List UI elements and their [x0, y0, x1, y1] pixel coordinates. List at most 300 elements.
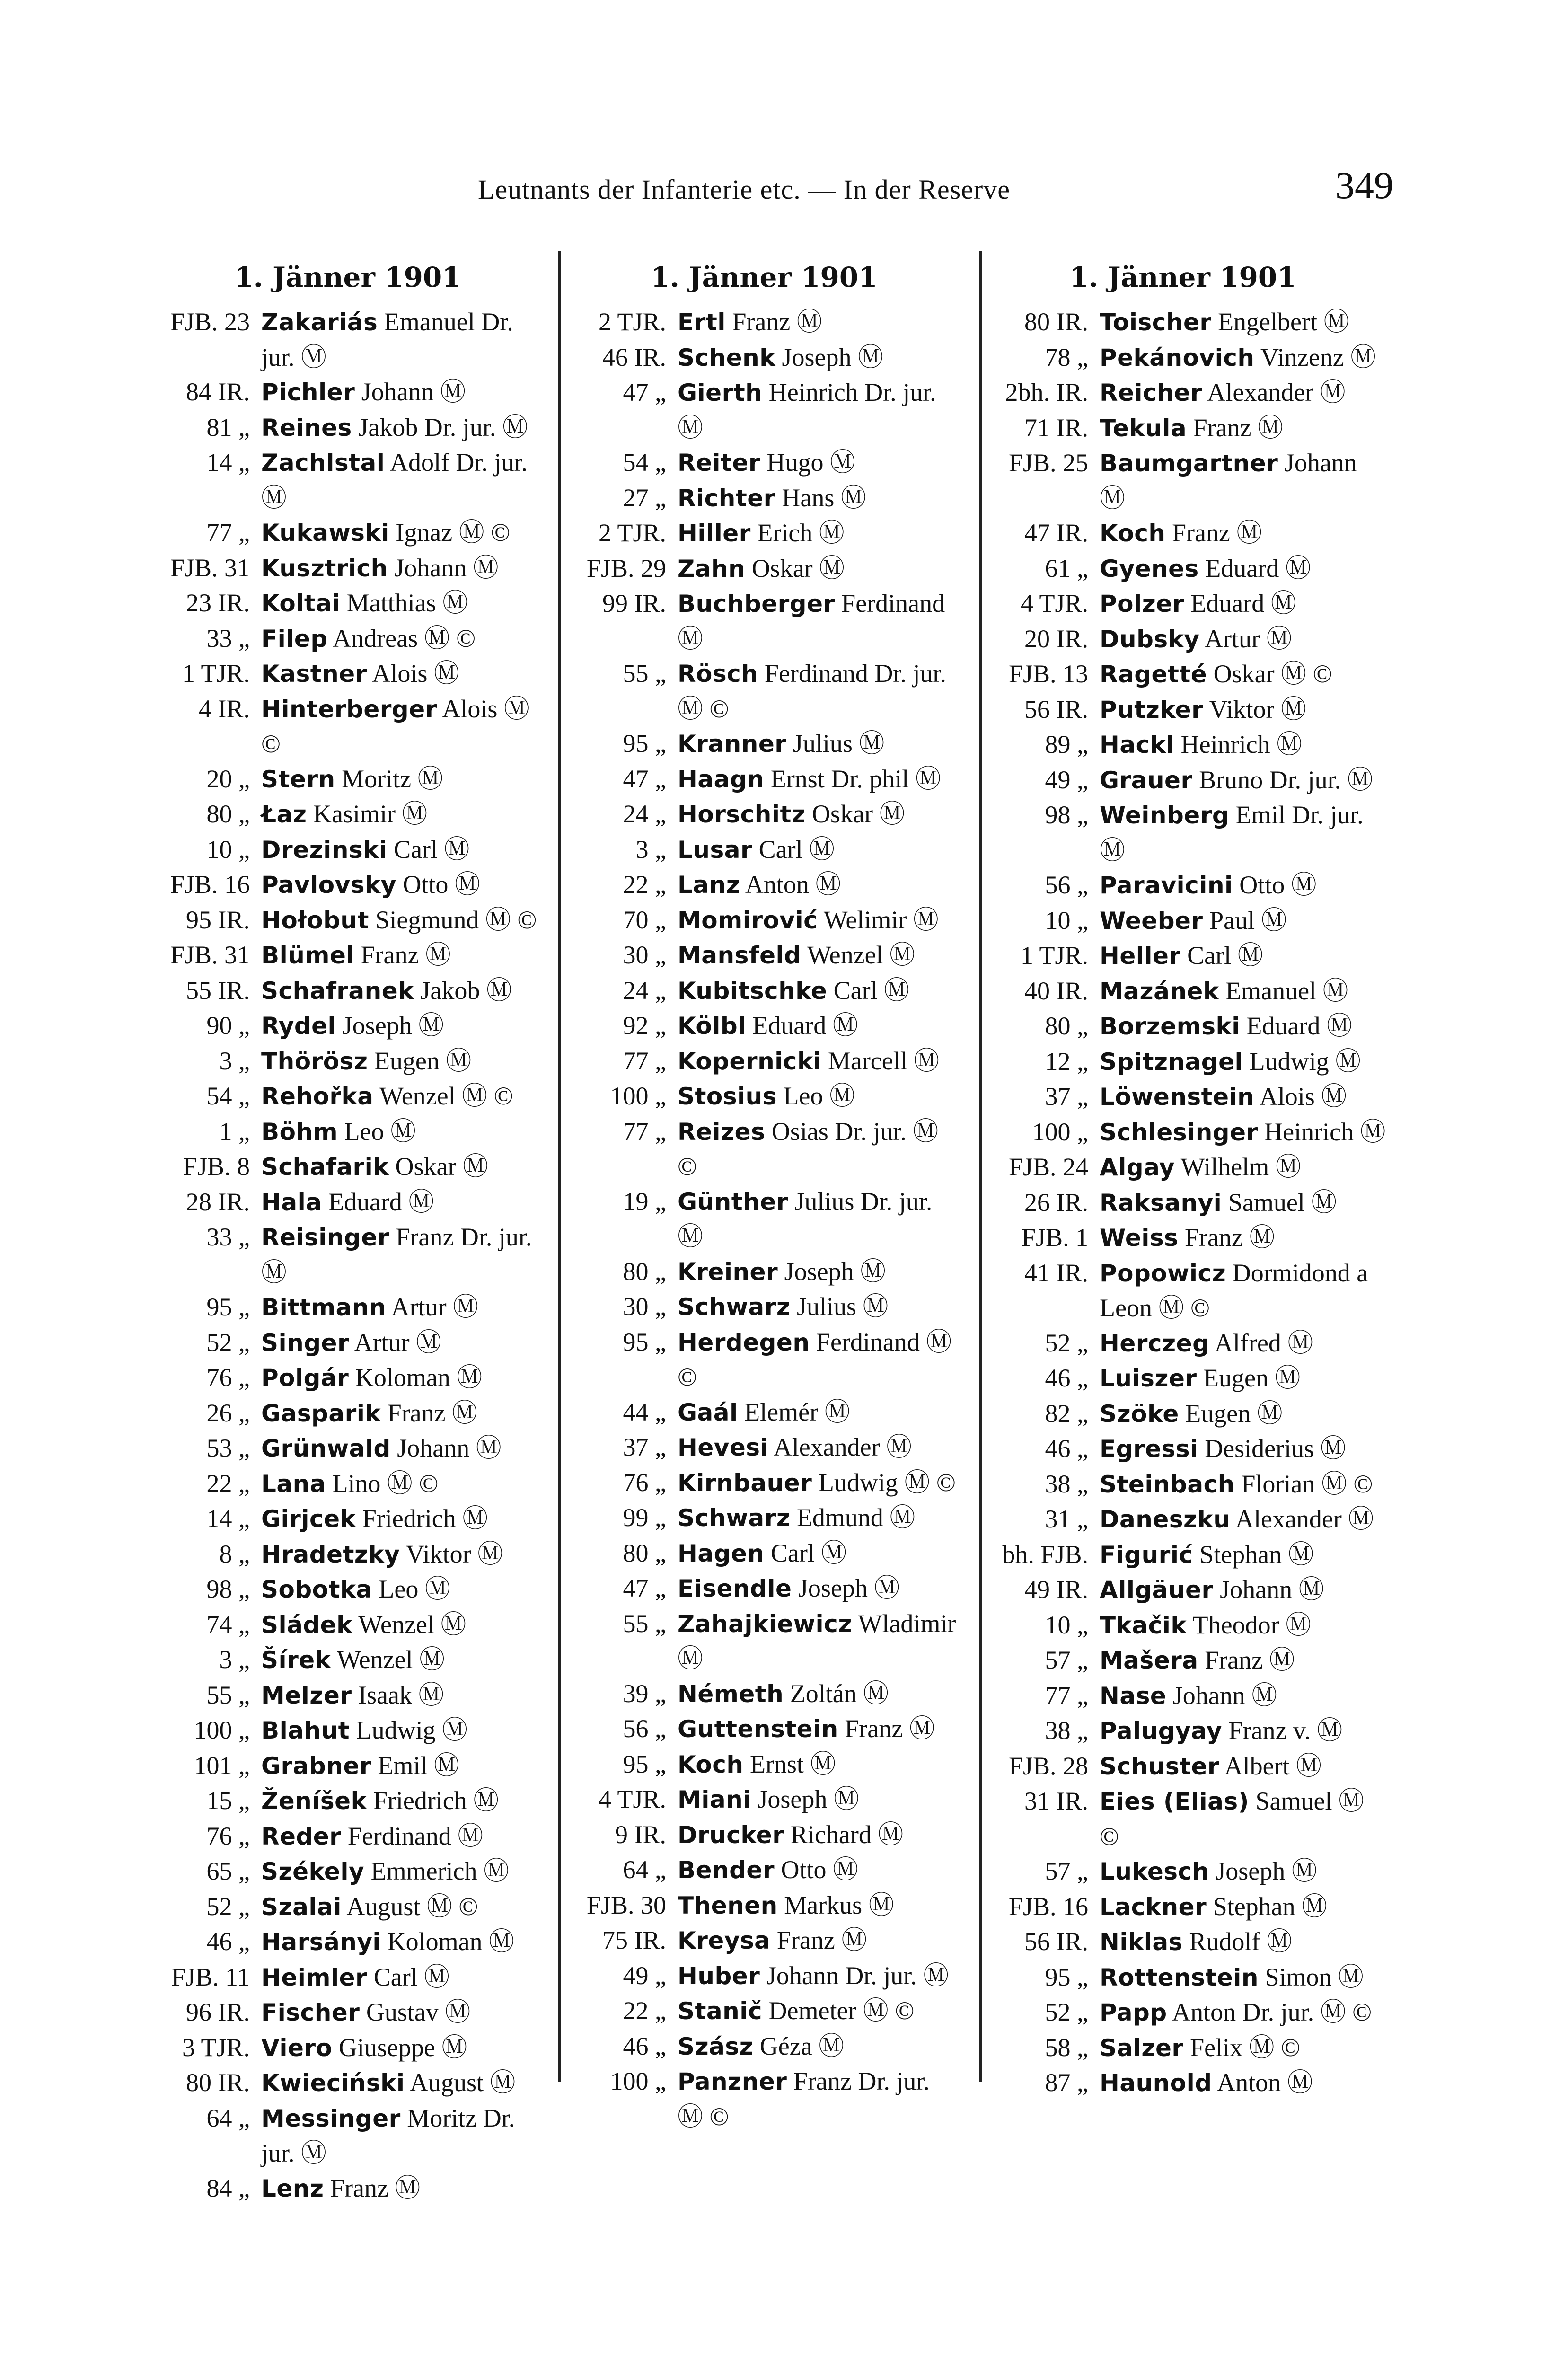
officer-name: [261, 1114, 544, 1150]
given-names-and-marks: Gustav Ⓜ: [366, 1998, 471, 2026]
regiment-label: 46 „: [1045, 1364, 1088, 1392]
surname: Weinberg: [1100, 802, 1230, 829]
given-names-and-marks: Johann Ⓜ: [397, 1434, 502, 1462]
officer-name: [1100, 1079, 1386, 1115]
given-names-and-marks: Osias Dr. jur. Ⓜ ©: [678, 1117, 939, 1181]
given-names-and-marks: Alfred Ⓜ: [1214, 1328, 1313, 1357]
given-names-and-marks: Andreas Ⓜ ©: [333, 624, 476, 653]
regiment-label: 56 „: [1045, 871, 1088, 899]
roster-entry: [979, 411, 1386, 446]
surname: Lana: [261, 1470, 326, 1498]
surname: Koch: [678, 1750, 744, 1778]
surname: Reines: [261, 414, 352, 441]
given-names-and-marks: Ludwig Ⓜ: [356, 1716, 468, 1744]
given-names-and-marks: Wilhelm Ⓜ: [1180, 1153, 1301, 1181]
officer-name: [1100, 1854, 1386, 1889]
roster-entry: [568, 1289, 960, 1325]
officer-name: [261, 1607, 544, 1643]
roster-entry: [151, 1925, 544, 1960]
roster-entry: [151, 1044, 544, 1079]
officer-name: [1100, 1678, 1386, 1714]
regiment-label: 28 IR.: [186, 1187, 250, 1216]
surname: Kölbl: [678, 1012, 746, 1040]
surname: Schuster: [1100, 1752, 1220, 1780]
officer-name: [261, 867, 544, 903]
roster-entry: [151, 621, 544, 657]
regiment-label: 46 „: [1045, 1434, 1088, 1463]
roster-entry: [568, 375, 960, 445]
officer-name: [261, 1995, 544, 2031]
regiment-label: 52 „: [206, 1892, 250, 1921]
given-names-and-marks: Richard Ⓜ: [790, 1820, 904, 1849]
surname: Mansfeld: [678, 942, 802, 969]
surname: Polzer: [1100, 590, 1184, 618]
regiment-label: FJB. 1: [1021, 1223, 1088, 1252]
officer-name: [678, 551, 960, 587]
regiment-label: 15 „: [206, 1786, 250, 1815]
regiment-label: 30 „: [623, 1292, 666, 1321]
regiment-label: 2 TJR.: [598, 308, 666, 336]
given-names-and-marks: Zoltán Ⓜ: [790, 1679, 889, 1708]
officer-name: [678, 1536, 960, 1571]
surname: Reizes: [678, 1118, 766, 1146]
regiment-label: 80 „: [623, 1257, 666, 1286]
regiment-label: 95 „: [623, 1749, 666, 1778]
surname: Ženíšek: [261, 1787, 367, 1815]
regiment-label: 95 „: [623, 1327, 666, 1356]
officer-name: [261, 1678, 544, 1713]
regiment-label: 3 „: [219, 1046, 250, 1075]
regiment-label: FJB. 31: [170, 553, 250, 582]
regiment-label: 61 „: [1045, 554, 1088, 583]
officer-name: [678, 1254, 960, 1290]
regiment-label: 10 „: [1045, 906, 1088, 935]
surname: Haagn: [678, 765, 765, 793]
roster-entry: [151, 938, 544, 973]
surname: Zahn: [678, 555, 746, 583]
regiment-label: 55 IR.: [186, 976, 250, 1005]
given-names-and-marks: Demeter Ⓜ ©: [768, 1996, 915, 2025]
given-names-and-marks: Franz Ⓜ: [361, 941, 451, 969]
given-names-and-marks: Ernst Dr. phil Ⓜ: [770, 764, 941, 793]
regiment-label: 30 „: [623, 941, 666, 969]
given-names-and-marks: Heinrich Ⓜ: [1264, 1117, 1386, 1146]
given-names-and-marks: Alexander Ⓜ: [773, 1433, 912, 1461]
roster-entry: [568, 1254, 960, 1290]
roster-entry: [979, 868, 1386, 903]
given-names-and-marks: Franz Ⓜ: [1205, 1646, 1295, 1674]
given-names-and-marks: Franz Dr. jur. Ⓜ ©: [678, 2067, 930, 2131]
officer-name: [1100, 938, 1386, 974]
roster-entry: [151, 1149, 544, 1185]
given-names-and-marks: Franz Ⓜ: [1184, 1223, 1275, 1252]
given-names-and-marks: Artur Ⓜ: [391, 1293, 479, 1321]
roster-entry: [568, 1994, 960, 2029]
regiment-label: 4 TJR.: [598, 1785, 666, 1813]
officer-name: [1100, 2066, 1386, 2101]
given-names-and-marks: Emmerich Ⓜ: [370, 1857, 509, 1885]
officer-name: [1100, 727, 1386, 763]
given-names-and-marks: Paul Ⓜ: [1209, 906, 1287, 935]
given-names-and-marks: August Ⓜ ©: [346, 1892, 478, 1921]
roster-entry: [979, 938, 1386, 974]
given-names-and-marks: Ignaz Ⓜ ©: [396, 518, 511, 547]
given-names-and-marks: Wenzel Ⓜ: [807, 941, 916, 969]
officer-name: [1100, 1537, 1386, 1573]
regiment-label: 2 TJR.: [598, 519, 666, 547]
roster-entry: [151, 305, 544, 375]
roster-entry: [568, 481, 960, 516]
roster-entry: [151, 762, 544, 797]
roster-entry: [979, 798, 1386, 868]
officer-name: [261, 1537, 544, 1572]
surname: Reder: [261, 1822, 342, 1850]
roster-entry: [979, 1361, 1386, 1396]
surname: Zahajkiewicz: [678, 1610, 852, 1638]
surname: Kusztrich: [261, 554, 388, 582]
regiment-label: 47 „: [623, 764, 666, 793]
officer-name: [261, 797, 544, 832]
roster-entry: [979, 657, 1386, 692]
given-names-and-marks: Samuel Ⓜ: [1228, 1188, 1337, 1217]
roster-entry: [151, 1466, 544, 1502]
regiment-label: 22 „: [206, 1469, 250, 1498]
roster-entry: [151, 1995, 544, 2031]
officer-name: [261, 305, 544, 375]
given-names-and-marks: Carl Ⓜ: [373, 1962, 450, 1991]
roster-entry: [979, 1713, 1386, 1749]
officer-name: [1100, 446, 1386, 516]
surname: Fischer: [261, 1999, 360, 2026]
officer-name: [261, 2066, 544, 2101]
surname: Girjcek: [261, 1505, 356, 1533]
officer-name: [678, 867, 960, 903]
surname: Blümel: [261, 942, 354, 969]
regiment-label: 81 „: [206, 413, 250, 441]
surname: Egressi: [1100, 1435, 1198, 1463]
given-names-and-marks: Johann Ⓜ: [1100, 449, 1357, 512]
surname: Günther: [678, 1188, 788, 1216]
regiment-label: FJB. 16: [1008, 1892, 1088, 1921]
given-names-and-marks: Kasimir Ⓜ: [313, 800, 428, 828]
column-date-heading: 1. Jänner 1901: [1069, 261, 1296, 293]
surname: Rehořka: [261, 1083, 374, 1110]
surname: Kreysa: [678, 1927, 771, 1954]
regiment-label: 24 „: [623, 800, 666, 828]
given-names-and-marks: Franz Ⓜ: [845, 1714, 935, 1743]
roster-entry: [151, 1713, 544, 1748]
roster-entry: [151, 551, 544, 586]
surname: Kukawski: [261, 519, 389, 547]
officer-name: [1100, 1326, 1386, 1361]
regiment-label: 26 IR.: [1024, 1188, 1088, 1217]
roster-entry: [151, 1114, 544, 1150]
roster-entry: [568, 1782, 960, 1818]
roster-entry: [151, 1079, 544, 1114]
given-names-and-marks: Ludwig Ⓜ: [1249, 1047, 1361, 1076]
officer-name: [1100, 1431, 1386, 1467]
given-names-and-marks: Johann Ⓜ: [361, 378, 466, 406]
regiment-label: 49 „: [623, 1961, 666, 1990]
roster-entry: [151, 1678, 544, 1713]
surname: Schwarz: [678, 1293, 791, 1321]
roster-entry: [979, 305, 1386, 340]
regiment-label: 80 IR.: [186, 2068, 250, 2097]
roster-entry: [151, 1537, 544, 1572]
regiment-label: 2bh. IR.: [1005, 378, 1088, 406]
officer-name: [261, 938, 544, 973]
roster-entry: [979, 1467, 1386, 1502]
officer-name: [678, 1008, 960, 1044]
given-names-and-marks: Carl Ⓜ: [1187, 941, 1263, 970]
given-names-and-marks: Dormidond a Leon Ⓜ ©: [1100, 1258, 1368, 1322]
regiment-label: FJB. 24: [1008, 1153, 1088, 1181]
given-names-and-marks: Engelbert Ⓜ: [1218, 308, 1349, 336]
given-names-and-marks: Hugo Ⓜ: [766, 448, 856, 477]
officer-name: [261, 1360, 544, 1396]
roster-entry: [568, 1571, 960, 1607]
roster-entry: [568, 1501, 960, 1536]
given-names-and-marks: Oskar Ⓜ ©: [1213, 660, 1332, 688]
surname: Huber: [678, 1962, 760, 1990]
regiment-label: 87 „: [1045, 2068, 1088, 2097]
regiment-label: 98 „: [1045, 801, 1088, 829]
given-names-and-marks: Leo Ⓜ: [783, 1082, 855, 1110]
officer-name: [1100, 1713, 1386, 1749]
officer-name: [261, 2101, 544, 2171]
given-names-and-marks: Hans Ⓜ: [782, 483, 866, 512]
given-names-and-marks: Otto Ⓜ: [403, 870, 480, 899]
regiment-label: 84 IR.: [186, 378, 250, 406]
given-names-and-marks: Erich Ⓜ: [757, 519, 845, 547]
surname: Schwarz: [678, 1504, 791, 1532]
regiment-label: 77 „: [1045, 1681, 1088, 1710]
surname: Drezinski: [261, 836, 388, 864]
officer-name: [1100, 586, 1386, 622]
given-names-and-marks: Franz Ⓜ: [387, 1398, 478, 1427]
surname: Hradetzky: [261, 1540, 400, 1568]
surname: Bender: [678, 1856, 775, 1884]
surname: Reicher: [1100, 379, 1202, 406]
officer-name: [1100, 657, 1386, 692]
given-names-and-marks: Stephan Ⓜ: [1213, 1892, 1328, 1921]
officer-name: [678, 2029, 960, 2065]
roster-entry: [151, 586, 544, 621]
roster-entry: [979, 551, 1386, 587]
officer-name: [1100, 411, 1386, 446]
officer-name: [261, 2171, 544, 2207]
surname: Daneszku: [1100, 1506, 1231, 1533]
roster-entry: [151, 1501, 544, 1537]
given-names-and-marks: Otto Ⓜ: [1239, 871, 1317, 899]
given-names-and-marks: Friedrich Ⓜ: [362, 1504, 488, 1533]
roster-entry: [568, 340, 960, 376]
regiment-label: 31 IR.: [1024, 1787, 1088, 1815]
given-names-and-marks: Viktor Ⓜ: [405, 1539, 503, 1568]
roster-entry: [979, 340, 1386, 376]
officer-name: [1100, 1925, 1386, 1960]
surname: Rösch: [678, 660, 758, 688]
regiment-label: 37 „: [623, 1433, 666, 1461]
surname: Gierth: [678, 379, 763, 406]
officer-name: [1100, 1502, 1386, 1537]
roster-entry: [151, 1008, 544, 1044]
officer-name: [261, 1713, 544, 1748]
roster-entry: [979, 516, 1386, 551]
roster-entry: [568, 1888, 960, 1924]
regiment-label: 10 „: [206, 835, 250, 864]
roster-entry: [151, 1220, 544, 1290]
regiment-label: 80 „: [623, 1538, 666, 1567]
officer-name: [261, 973, 544, 1009]
surname: Steinbach: [1100, 1470, 1235, 1498]
given-names-and-marks: Ernst Ⓜ: [749, 1749, 836, 1778]
surname: Dubsky: [1100, 625, 1200, 653]
roster-entry: [979, 2031, 1386, 2066]
regiment-label: 64 „: [623, 1855, 666, 1884]
surname: Ragetté: [1100, 661, 1207, 688]
regiment-label: 12 „: [1045, 1047, 1088, 1076]
surname: Polgár: [261, 1364, 349, 1392]
officer-name: [678, 1607, 960, 1677]
regiment-label: 92 „: [623, 1011, 666, 1040]
surname: Niklas: [1100, 1928, 1183, 1956]
given-names-and-marks: Eduard Ⓜ: [752, 1011, 858, 1040]
regiment-label: 84 „: [206, 2173, 250, 2202]
surname: Szász: [678, 2032, 754, 2060]
roster-entry: [568, 1430, 960, 1466]
officer-name: [261, 621, 544, 657]
surname: Schlesinger: [1100, 1118, 1258, 1146]
given-names-and-marks: Alois Ⓜ: [1259, 1082, 1347, 1111]
officer-name: [261, 1044, 544, 1079]
surname: Panzner: [678, 2068, 787, 2095]
roster-entry: [151, 2101, 544, 2171]
regiment-label: 23 IR.: [186, 589, 250, 617]
given-names-and-marks: Ferdinand Ⓜ: [678, 589, 945, 653]
officer-name: [678, 1888, 960, 1924]
officer-name: [261, 903, 544, 938]
officer-name: [1100, 1115, 1386, 1150]
given-names-and-marks: Artur Ⓜ: [1205, 624, 1292, 653]
surname: Weeber: [1100, 907, 1203, 935]
surname: Miani: [678, 1786, 751, 1813]
regiment-label: 39 „: [623, 1679, 666, 1708]
surname: Viero: [261, 2034, 333, 2062]
given-names-and-marks: Marcell Ⓜ: [828, 1046, 940, 1075]
roster-entry: [979, 1220, 1386, 1256]
officer-name: [678, 762, 960, 797]
surname: Heller: [1100, 942, 1181, 970]
surname: Hevesi: [678, 1434, 769, 1461]
officer-name: [678, 1677, 960, 1712]
surname: Sobotka: [261, 1576, 372, 1603]
given-names-and-marks: Franz Ⓜ: [732, 308, 822, 336]
surname: Thenen: [678, 1891, 778, 1919]
officer-name: [678, 1923, 960, 1959]
officer-name: [261, 1572, 544, 1607]
regiment-label: 100 „: [194, 1716, 250, 1744]
officer-name: [678, 1184, 960, 1254]
regiment-label: 56 „: [623, 1714, 666, 1743]
officer-name: [1100, 1009, 1386, 1044]
given-names-and-marks: Oskar Ⓜ: [812, 800, 905, 828]
officer-name: [678, 1325, 960, 1395]
roster-entry: [568, 832, 960, 868]
surname: Gaál: [678, 1398, 738, 1426]
officer-name: [1100, 1467, 1386, 1502]
surname: Buchberger: [678, 590, 835, 618]
surname: Schenk: [678, 344, 776, 371]
given-names-and-marks: Leo Ⓜ: [344, 1117, 416, 1146]
regiment-label: 14 „: [206, 1504, 250, 1533]
given-names-and-marks: Alois Ⓜ ©: [261, 694, 529, 758]
roster-entry: [151, 410, 544, 446]
surname: Reiter: [678, 449, 761, 477]
officer-name: [1100, 1572, 1386, 1608]
running-head: Leutnants der Infanterie etc. — In der Reserve: [478, 174, 1010, 205]
regiment-label: 38 „: [1045, 1469, 1088, 1498]
surname: Singer: [261, 1329, 350, 1357]
surname: Koch: [1100, 520, 1166, 547]
surname: Kubitschke: [678, 977, 828, 1005]
surname: Salzer: [1100, 2034, 1184, 2062]
surname: Székely: [261, 1858, 365, 1885]
given-names-and-marks: Samuel Ⓜ ©: [1100, 1787, 1364, 1851]
regiment-label: 1 „: [219, 1117, 250, 1146]
officer-name: [261, 1925, 544, 1960]
given-names-and-marks: Franz Dr. jur. Ⓜ: [261, 1223, 532, 1287]
roster-entry: [151, 832, 544, 868]
roster-entry: [568, 1395, 960, 1430]
regiment-label: FJB. 30: [586, 1890, 666, 1919]
regiment-label: 89 „: [1045, 730, 1088, 759]
roster-entry: [568, 762, 960, 797]
officer-name: [261, 445, 544, 515]
regiment-label: 80 „: [1045, 1012, 1088, 1040]
regiment-label: 33 „: [206, 1223, 250, 1251]
given-names-and-marks: Bruno Dr. jur. Ⓜ: [1199, 765, 1373, 794]
officer-name: [678, 832, 960, 868]
given-names-and-marks: Moritz Ⓜ: [342, 764, 443, 793]
regiment-label: 95 IR.: [186, 905, 250, 934]
given-names-and-marks: Koloman Ⓜ: [355, 1363, 483, 1392]
roster-entry: [568, 1607, 960, 1677]
column-divider: [558, 251, 561, 2082]
surname: Heimler: [261, 1963, 368, 1991]
roster-entry: [151, 1642, 544, 1678]
regiment-label: 49 „: [1045, 765, 1088, 794]
officer-name: [1100, 868, 1386, 903]
officer-name: [1100, 1608, 1386, 1643]
surname: Popowicz: [1100, 1259, 1226, 1287]
given-names-and-marks: Carl Ⓜ: [833, 976, 910, 1005]
surname: Pavlovsky: [261, 871, 396, 899]
regiment-label: 20 „: [206, 764, 250, 793]
roster-entry: [568, 2064, 960, 2134]
roster-entry: [568, 1325, 960, 1395]
roster-entry: [979, 586, 1386, 622]
given-names-and-marks: Adolf Dr. jur. Ⓜ: [261, 448, 528, 512]
surname: Algay: [1100, 1154, 1175, 1181]
regiment-label: 8 „: [219, 1539, 250, 1568]
surname: Lackner: [1100, 1893, 1207, 1921]
given-names-and-marks: Joseph Ⓜ: [342, 1011, 444, 1040]
regiment-label: 47 „: [623, 1574, 666, 1602]
roster-entry: [979, 622, 1386, 657]
column-2: [568, 260, 960, 2205]
surname: Raksanyi: [1100, 1189, 1222, 1217]
